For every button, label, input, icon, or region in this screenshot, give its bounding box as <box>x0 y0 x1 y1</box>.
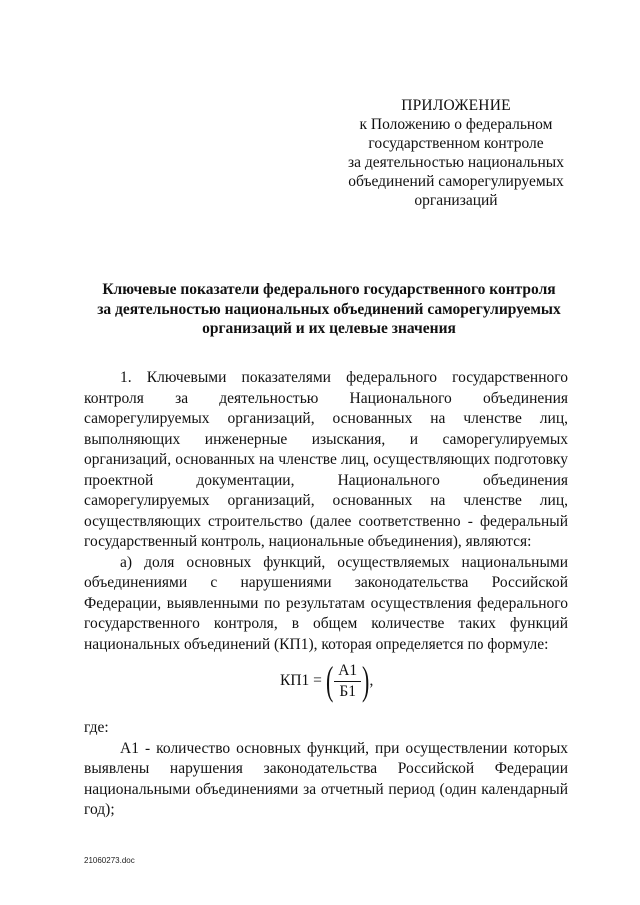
formula-lhs: КП1 = <box>280 672 322 689</box>
formula-suffix: , <box>369 672 374 689</box>
title-line: за деятельностью национальных объединений саморегулируемых <box>97 300 561 318</box>
body-text <box>84 368 568 655</box>
formula <box>280 656 373 706</box>
footer-filename: 21060273.doc <box>84 856 135 865</box>
appendix-line: к Положению о федеральном <box>359 116 553 133</box>
appendix-heading: ПРИЛОЖЕНИЕ <box>401 97 511 114</box>
after-formula <box>84 718 568 821</box>
title-line: Ключевые показатели федерального государственного контроля <box>102 281 556 298</box>
paragraph-3: А1 - количество основных функций, при осуществлении которых выявлены нарушения законодательства Российской Федерации национальными объединениями за отчетный период (один календарный год); <box>84 739 568 818</box>
formula-paren-open: ( <box>325 658 334 703</box>
formula-fraction <box>334 662 361 701</box>
document-title <box>80 280 578 339</box>
appendix-line: объединений саморегулируемых <box>348 173 564 190</box>
paragraph-2: а) доля основных функций, осуществляемых национальными объединениями с нарушениями законодательства Российской Федерации, выявленными по результатам осуществления федерального государственного контроля, в общем количестве таких функций национальных объединений (КП1), которая определяется по формуле: <box>84 553 568 653</box>
formula-numerator: А1 <box>334 662 361 682</box>
appendix-line: организаций <box>414 192 498 209</box>
paragraph-1: 1. Ключевыми показателями федерального государственного контроля за деятельностью Национального объединения саморегулируемых организаций, основанных на членстве лиц, выполняющих инженерные изыскания, и саморегулируемых организаций, основанных на членстве лиц, осуществляющих подготовку проектной документации, Национального объединения саморегулируемых организаций, основанных на членстве лиц, осуществляющих строительство (далее соответственно - федеральный государственный контроль, национальные объединения), являются: <box>84 369 568 550</box>
appendix-line: государственном контроле <box>368 135 544 152</box>
formula-denominator: Б1 <box>339 682 357 700</box>
appendix-block <box>336 96 576 210</box>
formula-paren-close: ) <box>362 658 370 703</box>
appendix-line: за деятельностью национальных <box>348 154 564 171</box>
title-line: организаций и их целевые значения <box>202 320 456 337</box>
where-label: где: <box>84 719 109 736</box>
